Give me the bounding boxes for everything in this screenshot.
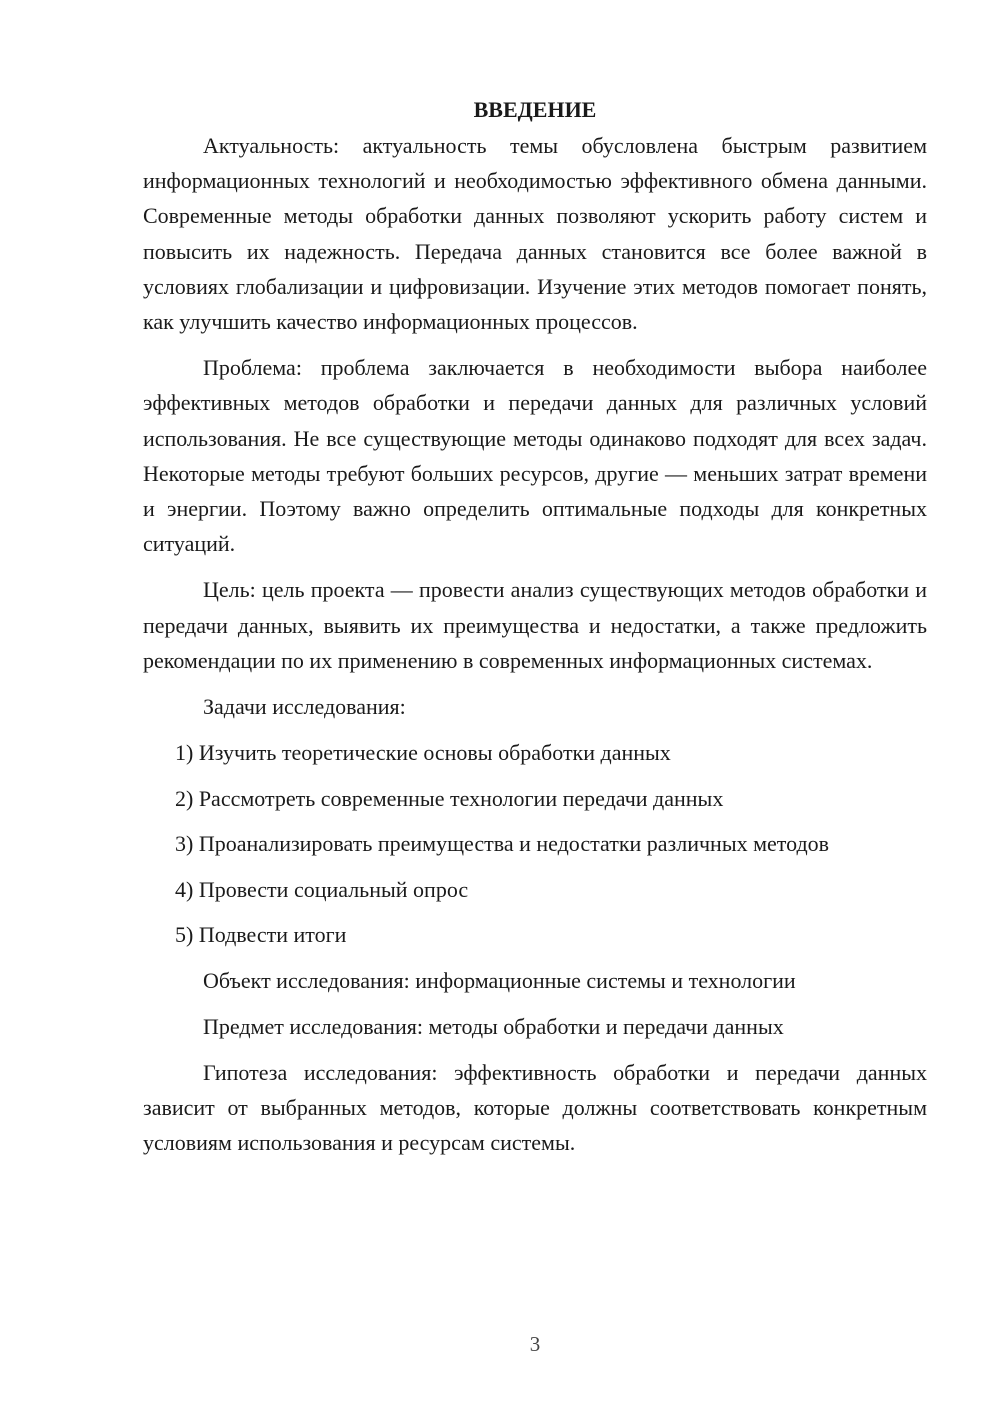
problem-paragraph: Проблема: проблема заключается в необходимости выбора наиболее эффективных методов обработки и передачи данных для различных условий использования. Не все существующие методы одинаково подходят для всех задач. Некоторые методы требуют больших ресурсов, другие — меньших затрат времени и энергии. Поэтому важно определить оптимальные подходы для конкретных ситуаций. — [143, 355, 927, 557]
object-paragraph: Объект исследования: информационные системы и технологии — [203, 967, 796, 993]
hypothesis-paragraph: Гипотеза исследования: эффективность обработки и передачи данных зависит от выбранных методов, которые должны соответствовать конкретным условиям использования и ресурсам системы. — [143, 1059, 927, 1155]
section-title: ВВЕДЕНИЕ — [473, 97, 597, 122]
relevance-paragraph: Актуальность: актуальность темы обусловлена быстрым развитием информационных технологий и необходимостью эффективного обмена данными. Современные методы обработки данных позволяют ускорить работу систем и повысить их надежность. Передача данных становится все более важной в условиях глобализации и цифровизации. Изучение этих методов помогает понять, как улучшить качество информационных процессов. — [143, 133, 927, 335]
list-item: 1) Изучить теоретические основы обработки данных — [175, 740, 671, 766]
list-item: 4) Провести социальный опрос — [175, 876, 469, 902]
list-item: 3) Проанализировать преимущества и недостатки различных методов — [175, 831, 830, 857]
page-content — [143, 92, 927, 1171]
tasks-list — [143, 735, 927, 952]
subject-paragraph: Предмет исследования: методы обработки и передачи данных — [203, 1013, 784, 1039]
list-item: 2) Рассмотреть современные технологии передачи данных — [175, 785, 724, 811]
page-number: 3 — [529, 1332, 541, 1356]
list-item: 5) Подвести итоги — [175, 922, 347, 948]
tasks-heading: Задачи исследования: — [203, 694, 406, 720]
goal-paragraph: Цель: цель проекта — провести анализ существующих методов обработки и передачи данных, выявить их преимущества и недостатки, а также предложить рекомендации по их применению в современных информационных системах. — [143, 577, 927, 673]
